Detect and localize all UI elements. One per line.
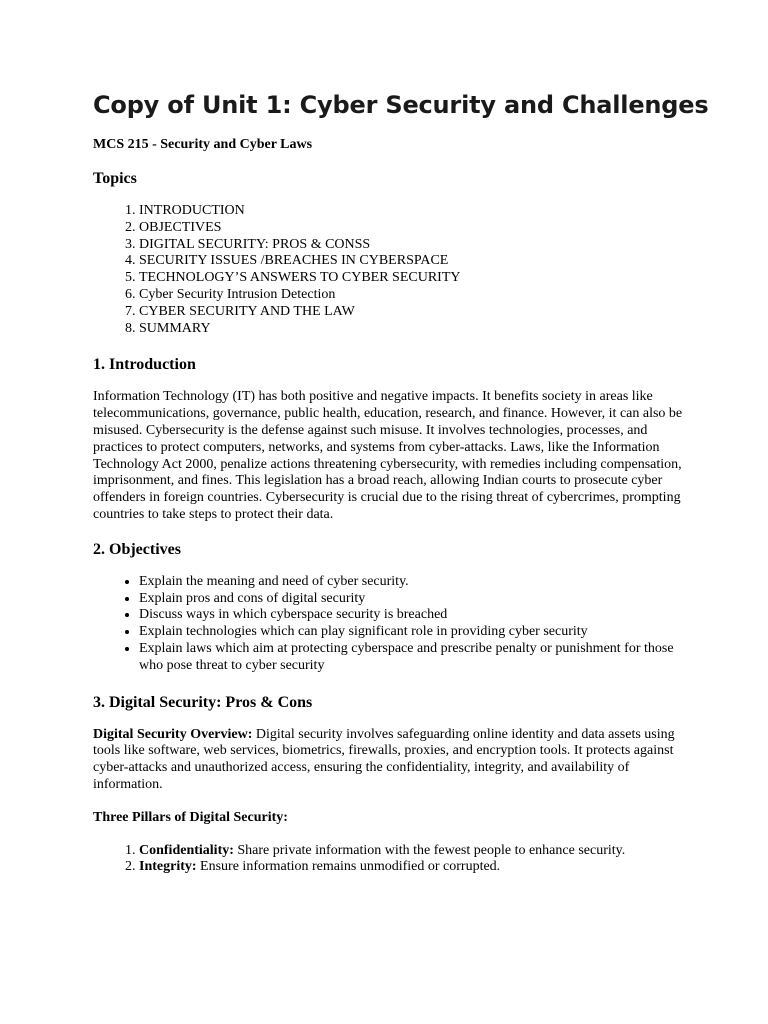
topics-heading: Topics (93, 170, 137, 187)
topic-item: 3. DIGITAL SECURITY: PROS & CONSS (139, 237, 683, 254)
pillars-list (93, 843, 683, 877)
pillars-heading-text: Three Pillars of Digital Security: (93, 809, 288, 825)
objective-item: • Explain pros and cons of digital security (139, 591, 683, 608)
topic-item: 7. CYBER SECURITY AND THE LAW (139, 304, 683, 321)
objective-item: • Explain technologies which can play significant role in providing cyber security (139, 624, 683, 641)
topic-item: 1. INTRODUCTION (139, 203, 683, 220)
pillar-label: Confidentiality: (139, 842, 234, 858)
digital-security-overview (93, 727, 683, 794)
topic-item: 5. TECHNOLOGY’S ANSWERS TO CYBER SECURITY (139, 270, 683, 287)
pillar-text: Share private information with the fewest people to enhance security. (233, 842, 626, 858)
digital-security-heading: 3. Digital Security: Pros & Cons (93, 693, 313, 711)
document-page (93, 88, 709, 894)
objective-item: • Discuss ways in which cyberspace security is breached (139, 607, 683, 624)
objective-item: • Explain laws which aim at protecting cyberspace and prescribe penalty or punishment for those who pose threat to cyber security (139, 641, 683, 675)
topic-item: 6. Cyber Security Intrusion Detection (139, 287, 683, 304)
course-subtitle: MCS 215 - Security and Cyber Laws (93, 137, 313, 152)
pillar-item (139, 843, 683, 860)
objectives-heading: 2. Objectives (93, 540, 181, 558)
pillars-heading (93, 810, 683, 827)
pillar-text: Ensure information remains unmodified or corrupted. (196, 859, 501, 875)
objectives-list (93, 574, 683, 675)
overview-label: Digital Security Overview: (93, 726, 253, 742)
pillar-item (139, 859, 683, 876)
topic-item: 8. SUMMARY (139, 321, 683, 338)
topics-list (93, 203, 683, 337)
objective-item: • Explain the meaning and need of cyber security. (139, 574, 683, 591)
topic-item: 2. OBJECTIVES (139, 220, 683, 237)
pillar-label: Integrity: (139, 859, 197, 875)
topic-item: 4. SECURITY ISSUES /BREACHES IN CYBERSPACE (139, 253, 683, 270)
introduction-heading: 1. Introduction (93, 356, 196, 374)
document-title: Copy of Unit 1: Cyber Security and Challenges (93, 91, 709, 119)
introduction-paragraph: Information Technology (IT) has both positive and negative impacts. It benefits society in areas like telecommunications, governance, public health, education, research, and finance. However, it can also be misused. Cybersecurity is the defense against such misuse. It involves technologies, processes, and practices to protect computers, networks, and systems from cyber-attacks. Laws, like the Information Technology Act 2000, penalize actions threatening cybersecurity, with remedies including compensation, imprisonment, and fines. This legislation has a broad reach, allowing Indian courts to prosecute cyber offenders in foreign countries. Cybersecurity is crucial due to the rising threat of cybercrimes, prompting countries to take steps to protect their data. (93, 389, 683, 522)
overview-text: Digital security involves safeguarding online identity and data assets using tools like software, web services, biometrics, firewalls, proxies, and encryption tools. It protects against cyber-attacks and unauthorized access, ensuring the confidentiality, integrity, and availability of information. (93, 726, 675, 792)
